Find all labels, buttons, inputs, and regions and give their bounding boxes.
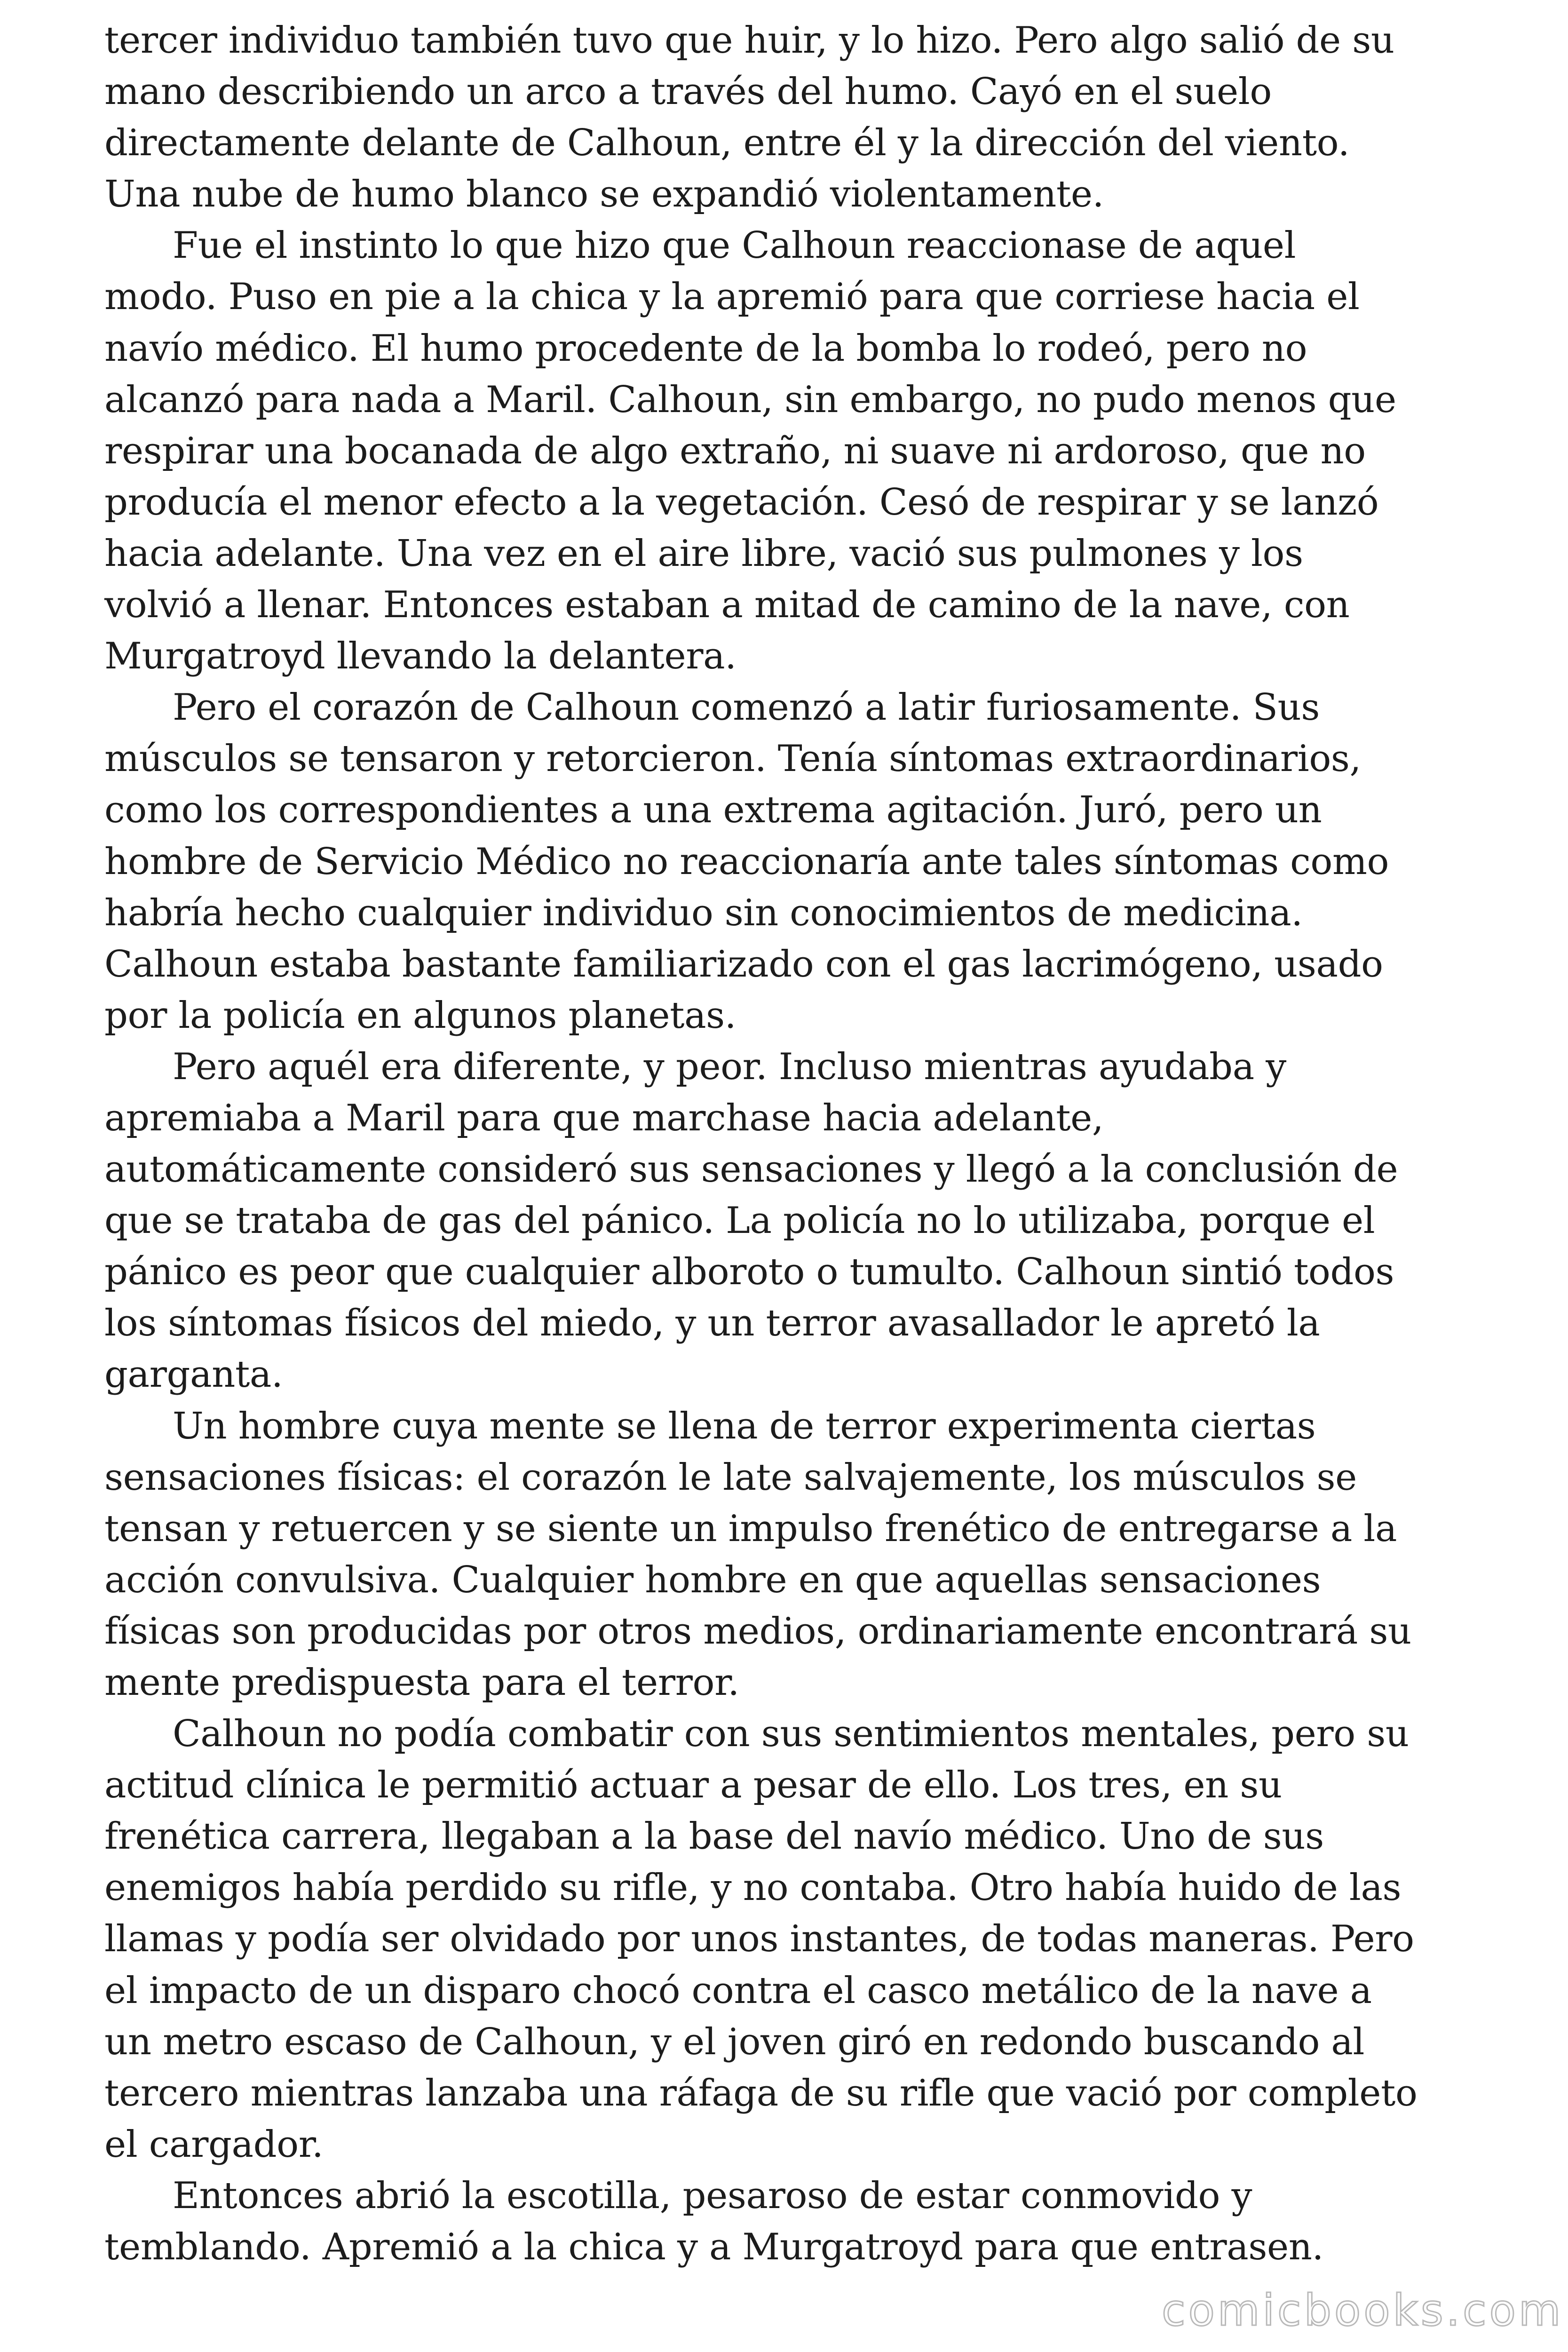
text-line: los síntomas físicos del miedo, y un terror avasallador le apretó la <box>104 1302 1320 1345</box>
text-line: Calhoun estaba bastante familiarizado con el gas lacrimógeno, usado <box>104 943 1383 985</box>
text-line: Entonces abrió la escotilla, pesaroso de estar conmovido y <box>173 2174 1252 2217</box>
text-line: frenética carrera, llegaban a la base del navío médico. Uno de sus <box>104 1815 1324 1858</box>
text-line: directamente delante de Calhoun, entre él y la dirección del viento. <box>104 122 1350 165</box>
text-line: Una nube de humo blanco se expandió violentamente. <box>104 173 1104 216</box>
text-line: físicas son producidas por otros medios, ordinariamente encontrará su <box>104 1610 1411 1653</box>
text-line: Un hombre cuya mente se llena de terror experimenta ciertas <box>173 1405 1316 1447</box>
text-line: Fue el instinto lo que hizo que Calhoun reaccionase de aquel <box>173 224 1296 267</box>
text-line: mano describiendo un arco a través del humo. Cayó en el suelo <box>104 71 1272 113</box>
text-line: por la policía en algunos planetas. <box>104 994 736 1037</box>
text-line: tercero mientras lanzaba una ráfaga de su rifle que vació por completo <box>104 2072 1418 2114</box>
text-line: modo. Puso en pie a la chica y la apremió para que corriese hacia el <box>104 276 1360 318</box>
text-line: músculos se tensaron y retorcieron. Tenía síntomas extraordinarios, <box>104 738 1361 780</box>
text-line: garganta. <box>104 1353 283 1396</box>
text-line: alcanzó para nada a Maril. Calhoun, sin embargo, no pudo menos que <box>104 378 1396 421</box>
text-line: Murgatroyd llevando la delantera. <box>104 635 736 678</box>
text-line: el impacto de un disparo chocó contra el casco metálico de la nave a <box>104 1969 1372 2012</box>
text-line: como los correspondientes a una extrema agitación. Juró, pero un <box>104 789 1322 832</box>
text-line: producía el menor efecto a la vegetación. Cesó de respirar y se lanzó <box>104 481 1379 524</box>
text-line: llamas y podía ser olvidado por unos instantes, de todas maneras. Pero <box>104 1918 1414 1961</box>
text-line: sensaciones físicas: el corazón le late salvajemente, los músculos se <box>104 1456 1357 1499</box>
text-line: volvió a llenar. Entonces estaban a mitad de camino de la nave, con <box>104 584 1350 627</box>
text-line: un metro escaso de Calhoun, y el joven giró en redondo buscando al <box>104 2020 1365 2063</box>
text-line: temblando. Apremió a la chica y a Murgatroyd para que entrasen. <box>104 2226 1323 2269</box>
text-line: mente predispuesta para el terror. <box>104 1661 739 1704</box>
text-line: pánico es peor que cualquier alboroto o tumulto. Calhoun sintió todos <box>104 1251 1394 1294</box>
text-line: automáticamente consideró sus sensaciones y llegó a la conclusión de <box>104 1148 1398 1191</box>
text-line: habría hecho cualquier individuo sin conocimientos de medicina. <box>104 891 1303 934</box>
text-line: el cargador. <box>104 2123 324 2166</box>
text-line: tensan y retuercen y se siente un impulso frenético de entregarse a la <box>104 1507 1397 1550</box>
text-line: Pero aquél era diferente, y peor. Incluso mientras ayudaba y <box>173 1045 1286 1088</box>
text-line: Calhoun no podía combatir con sus sentimientos mentales, pero su <box>173 1713 1409 1756</box>
watermark: comicbooks.com <box>1162 2285 1564 2336</box>
text-line: hacia adelante. Una vez en el aire libre, vació sus pulmones y los <box>104 532 1303 575</box>
text-line: enemigos había perdido su rifle, y no contaba. Otro había huido de las <box>104 1867 1402 1909</box>
text-line: hombre de Servicio Médico no reaccionaría ante tales síntomas como <box>104 840 1389 883</box>
text-line: respirar una bocanada de algo extraño, ni suave ni ardoroso, que no <box>104 429 1366 472</box>
text-line: que se trataba de gas del pánico. La policía no lo utilizaba, porque el <box>104 1200 1375 1242</box>
text-line: navío médico. El humo procedente de la bomba lo rodeó, pero no <box>104 327 1307 370</box>
text-line: Pero el corazón de Calhoun comenzó a latir furiosamente. Sus <box>173 686 1320 729</box>
text-line: apremiaba a Maril para que marchase hacia adelante, <box>104 1097 1104 1139</box>
text-line: acción convulsiva. Cualquier hombre en que aquellas sensaciones <box>104 1558 1321 1601</box>
text-line: tercer individuo también tuvo que huir, y lo hizo. Pero algo salió de su <box>104 19 1394 62</box>
text-line: actitud clínica le permitió actuar a pesar de ello. Los tres, en su <box>104 1764 1282 1807</box>
body-text <box>104 15 1468 2273</box>
